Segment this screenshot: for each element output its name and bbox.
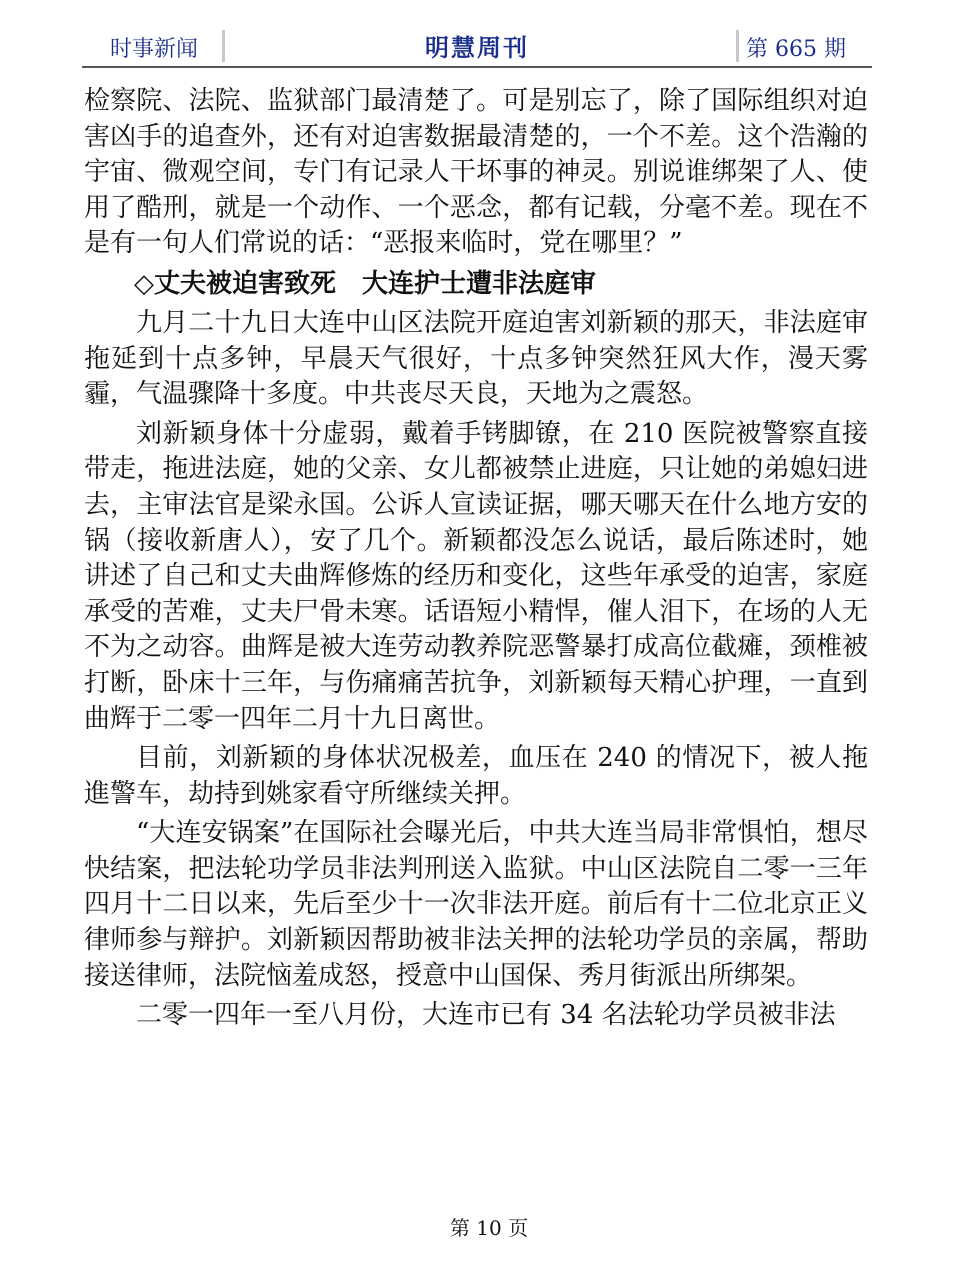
paragraph-1: 检察院、法院、监狱部门最清楚了。可是别忘了，除了国际组织对迫害凶手的追查外，还有对迫害数据最清楚的，一个不差。这个浩瀚的宇宙、微观空间，专门有记录人干坏事的神灵。别说谁绑架了人、使用了酷刑，就是一个动作、一个恶念，都有记载，分毫不差。现在不是有一句人们常说的话：“恶报来临时，党在哪里？”: [84, 86, 868, 259]
header-divider-right: [736, 30, 739, 62]
paragraph-2: 九月二十九日大连中山区法院开庭迫害刘新颖的那天，非法庭审拖延到十点多钟，早晨天气很好，十点多钟突然狂风大作，漫天雾霾，气温骤降十多度。中共丧尽天良，天地为之震怒。: [84, 307, 868, 410]
paragraph-6: 二零一四年一至八月份，大连市已有 34 名法轮功学员被非法: [136, 1000, 836, 1031]
issue-number: 第 665 期: [746, 37, 846, 62]
page-header: [82, 26, 872, 68]
header-rule: [82, 66, 872, 68]
paragraph-4: 目前，刘新颖的身体状况极差，血压在 240 的情况下，被人拖進警车，劫持到姚家看守所继续关押。: [84, 743, 868, 809]
paragraph-5: “大连安锅案”在国际社会曝光后，中共大连当局非常惧怕，想尽快结案，把法轮功学员非法判刑送入监狱。中山区法院自二零一三年四月十二日以来，先后至少十一次非法开庭。前后有十二位北京正义律师参与辩护。刘新颖因帮助被非法关押的法轮功学员的亲属，帮助接送律师，法院恼羞成怒，授意中山国保、秀月街派出所绑架。: [84, 818, 868, 991]
section-label: 时事新闻: [110, 37, 199, 62]
section-heading: ◇丈夫被迫害致死 大连护士遭非法庭审: [134, 268, 596, 299]
paragraph-3: 刘新颖身体十分虚弱，戴着手铐脚镣，在 210 医院被警察直接带走，拖进法庭，她的父亲、女儿都被禁止进庭，只让她的弟媳妇进去，主审法官是梁永国。公诉人宣读证据，哪天哪天在什么地方安的锅（接收新唐人），安了几个。新颖都没怎么说话，最后陈述时，她讲述了自己和丈夫曲辉修炼的经历和变化，这些年承受的迫害，家庭承受的苦难，丈夫尸骨未寒。话语短小精悍，催人泪下，在场的人无不为之动容。曲辉是被大连劳动教养院恶警暴打成高位截瘫，颈椎被打断，卧床十三年，与伤痛痛苦抗争，刘新颖每天精心护理，一直到曲辉于二零一四年二月十九日离世。: [84, 418, 868, 734]
page-number: 第 10 页: [449, 1216, 529, 1240]
publication-title: 明慧周刊: [425, 33, 529, 62]
article-body: [84, 84, 868, 1038]
